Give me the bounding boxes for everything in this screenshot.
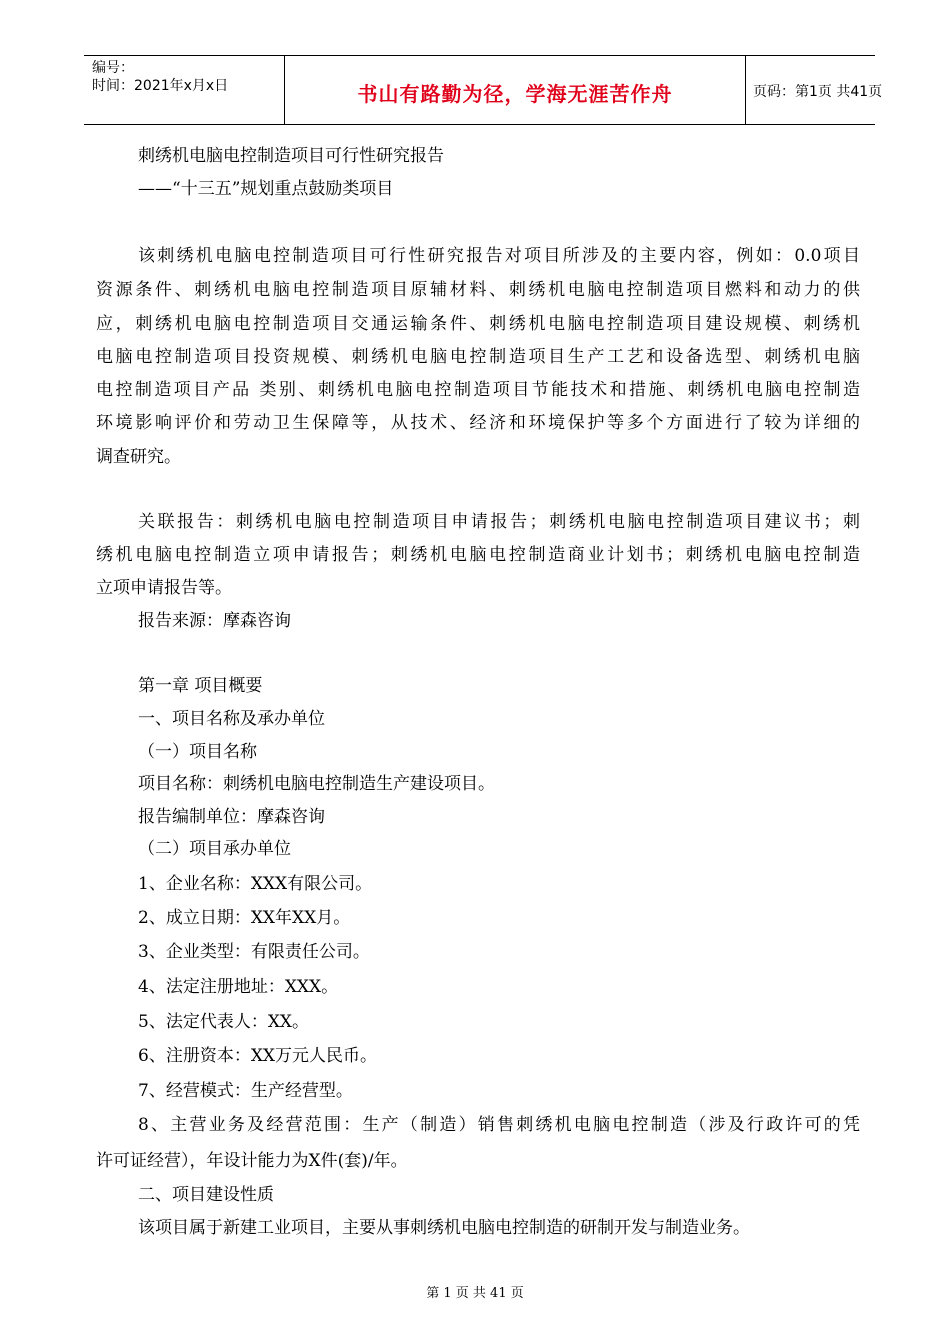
intro-line: 电脑电控制造项目投资规模、刺绣机电脑电控制造项目生产工艺和设备选型、刺绣机电脑	[96, 347, 860, 367]
company-info-item: 7、经营模式：生产经营型。	[138, 1081, 353, 1101]
company-info-item: 3、企业类型：有限责任公司。	[138, 942, 370, 962]
company-info-item: 1、企业名称：XXX有限公司。	[138, 874, 373, 894]
page-footer: 第 1 页 共 41 页	[426, 1286, 524, 1301]
header-motto-cell	[284, 56, 746, 124]
header-page-cell	[745, 56, 883, 124]
intro-line: 应，刺绣机电脑电控制造项目交通运输条件、刺绣机电脑电控制造项目建设规模、刺绣机	[96, 314, 860, 334]
business-scope-line: 许可证经营），年设计能力为X件(套)/年。	[96, 1151, 408, 1171]
intro-line: 资源条件、刺绣机电脑电控制造项目原辅材料、刺绣机电脑电控制造项目燃料和动力的供	[96, 280, 860, 300]
company-info-item: 5、法定代表人：XX。	[138, 1012, 310, 1032]
report-source: 报告来源：摩森咨询	[138, 611, 291, 631]
business-scope-line: 8、主营业务及经营范围：生产（制造）销售刺绣机电脑电控制造（涉及行政许可的凭	[138, 1115, 860, 1135]
subsection-heading: （一）项目名称	[138, 742, 257, 762]
document-number-label: 编号：	[92, 60, 134, 76]
intro-line: 环境影响评价和劳动卫生保障等，从技术、经济和环境保护等多个方面进行了较为详细的	[96, 413, 860, 433]
intro-line: 调查研究。	[96, 447, 181, 467]
section-heading: 一、项目名称及承办单位	[138, 709, 325, 729]
related-reports-line: 立项申请报告等。	[96, 578, 232, 598]
company-info-item: 6、注册资本：XX万元人民币。	[138, 1046, 378, 1066]
report-subtitle: ——“十三五”规划重点鼓励类项目	[138, 179, 394, 199]
page-header	[84, 55, 883, 125]
header-page-info: 页码：第1页 共41页	[753, 84, 883, 100]
section-heading: 二、项目建设性质	[138, 1185, 274, 1205]
compiler-line: 报告编制单位：摩森咨询	[138, 807, 325, 827]
project-name-line: 项目名称：刺绣机电脑电控制造生产建设项目。	[138, 774, 495, 794]
related-reports-line: 绣机电脑电控制造立项申请报告；刺绣机电脑电控制造商业计划书；刺绣机电脑电控制造	[96, 545, 860, 565]
header-motto: 书山有路勤为径，学海无涯苦作舟	[357, 82, 673, 106]
document-time-label: 时间：2021年x月x日	[92, 78, 229, 94]
subsection-heading: （二）项目承办单位	[138, 839, 291, 859]
chapter-heading: 第一章 项目概要	[138, 676, 263, 696]
company-info-item: 4、法定注册地址：XXX。	[138, 977, 339, 997]
section-body: 该项目属于新建工业项目，主要从事刺绣机电脑电控制造的研制开发与制造业务。	[138, 1218, 750, 1238]
header-left-cell	[84, 56, 284, 124]
intro-line: 电控制造项目产品 类别、刺绣机电脑电控制造项目节能技术和措施、刺绣机电脑电控制造	[96, 380, 860, 400]
report-title: 刺绣机电脑电控制造项目可行性研究报告	[138, 146, 444, 166]
related-reports-line: 关联报告：刺绣机电脑电控制造项目申请报告；刺绣机电脑电控制造项目建议书；刺	[138, 512, 860, 532]
company-info-item: 2、成立日期：XX年XX月。	[138, 908, 351, 928]
intro-line: 该刺绣机电脑电控制造项目可行性研究报告对项目所涉及的主要内容，例如：0.0项目	[138, 246, 860, 266]
